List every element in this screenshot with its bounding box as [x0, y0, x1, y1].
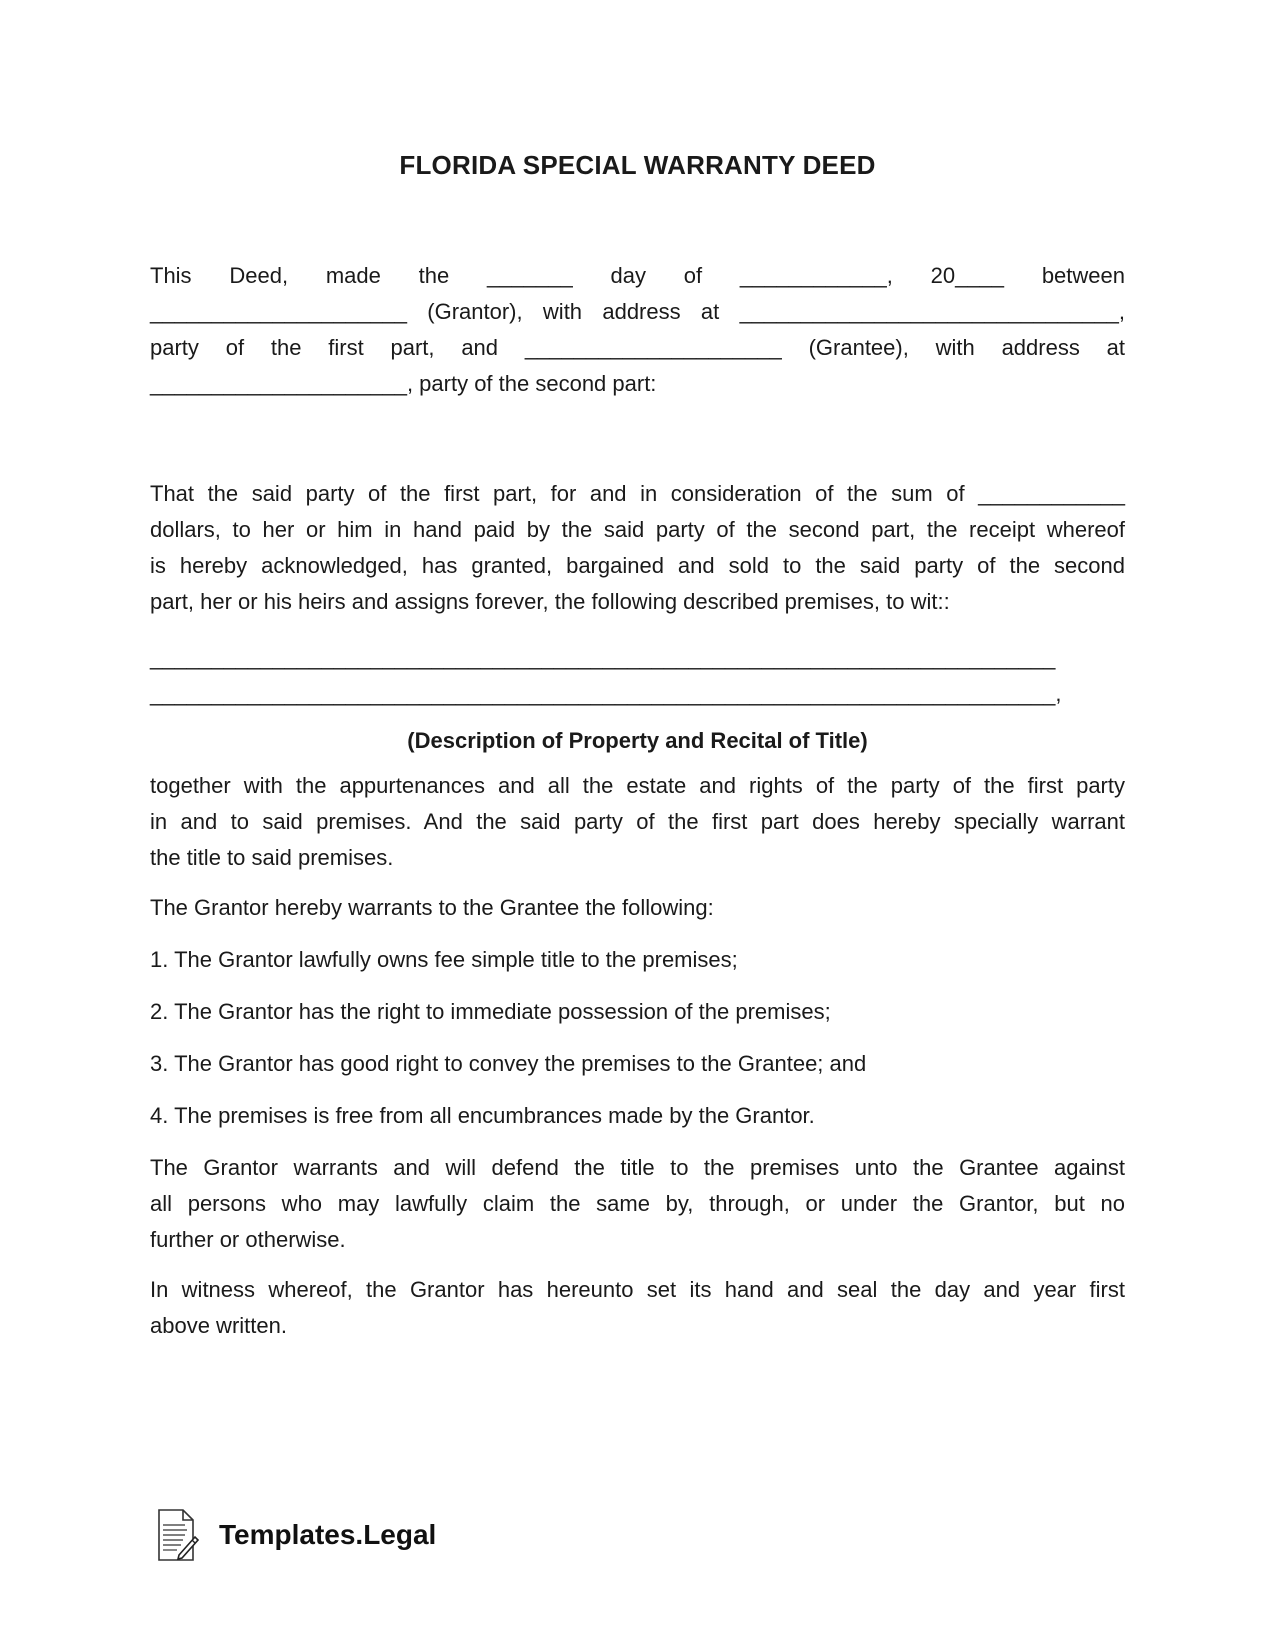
warranty-item: 2. The Grantor has the right to immediate possession of the premises; [150, 999, 831, 1024]
appurtenances-line: together with the appurtenances and all the estate and rights of the party of the first party [150, 773, 1125, 798]
property-caption: (Description of Property and Recital of Title) [407, 728, 868, 753]
warranty-item: 3. The Grantor has good right to convey the premises to the Grantee; and [150, 1051, 867, 1076]
intro-line: This Deed, made the _______ day of ____________, 20____ between [150, 263, 1125, 288]
blank-line: __________________________________________________________________________, [150, 681, 1062, 706]
property-blank-lines [150, 640, 1125, 712]
consideration-line: part, her or his heirs and assigns forever, the following described premises, to wit:: [150, 589, 950, 614]
document-title: FLORIDA SPECIAL WARRANTY DEED [399, 150, 876, 180]
warranty-item: 4. The premises is free from all encumbrances made by the Grantor. [150, 1103, 815, 1128]
warrants-intro: The Grantor hereby warrants to the Grantee the following: [150, 895, 714, 920]
footer-brand-block [155, 1505, 436, 1565]
blank-line: __________________________________________________________________________ [150, 645, 1056, 670]
intro-line: party of the first part, and _____________________ (Grantee), with address at [150, 335, 1125, 360]
witness-line: above written. [150, 1313, 287, 1338]
witness-line: In witness whereof, the Grantor has hereunto set its hand and seal the day and year first [150, 1277, 1125, 1302]
consideration-line: is hereby acknowledged, has granted, bargained and sold to the said party of the second [150, 553, 1125, 578]
defend-line: further or otherwise. [150, 1227, 346, 1252]
intro-line: _____________________, party of the second part: [150, 371, 657, 396]
intro-paragraph [150, 258, 1125, 402]
appurtenances-line: in and to said premises. And the said party of the first part does hereby specially warrant [150, 809, 1125, 834]
defend-paragraph [150, 1150, 1125, 1258]
appurtenances-line: the title to said premises. [150, 845, 394, 870]
intro-line: _____________________ (Grantor), with address at _______________________________, [150, 299, 1125, 324]
consideration-paragraph [150, 476, 1125, 620]
document-pen-icon [155, 1507, 199, 1563]
consideration-line: That the said party of the first part, for and in consideration of the sum of ____________ [150, 481, 1125, 506]
brand-name: Templates.Legal [219, 1519, 437, 1550]
appurtenances-paragraph [150, 768, 1125, 876]
witness-paragraph [150, 1272, 1125, 1344]
warranty-item: 1. The Grantor lawfully owns fee simple title to the premises; [150, 947, 738, 972]
defend-line: The Grantor warrants and will defend the title to the premises unto the Grantee against [150, 1155, 1125, 1180]
defend-line: all persons who may lawfully claim the same by, through, or under the Grantor, but no [150, 1191, 1125, 1216]
consideration-line: dollars, to her or him in hand paid by the said party of the second part, the receipt whereof [150, 517, 1125, 542]
